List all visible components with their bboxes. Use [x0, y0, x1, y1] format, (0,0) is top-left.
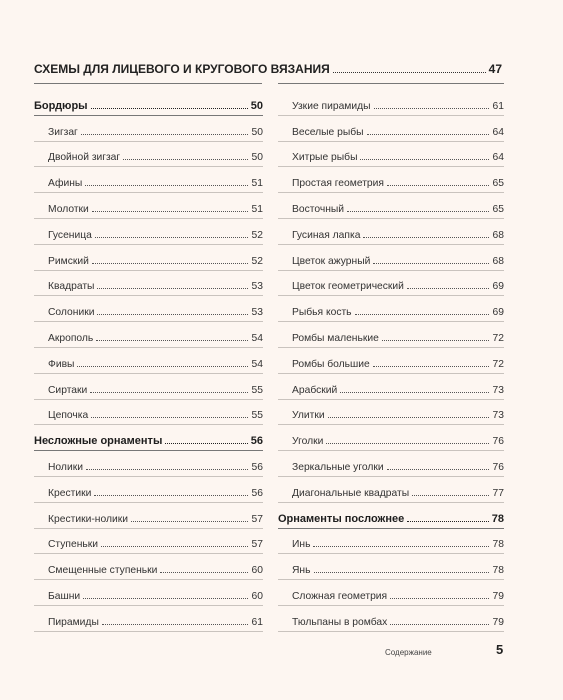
dot-leader: [92, 262, 248, 264]
toc-entry[interactable]: [34, 142, 263, 168]
toc-entry-page: 78: [491, 512, 504, 525]
toc-entry[interactable]: [278, 606, 504, 632]
toc-section-entry[interactable]: [34, 425, 263, 451]
toc-entry-title: Цветок геометрический: [292, 281, 404, 293]
toc-entry-page: 61: [251, 616, 263, 628]
toc-entry-title: Зигзаг: [48, 126, 78, 138]
toc-entry-title: Арабский: [292, 384, 338, 396]
toc-entry[interactable]: [34, 348, 263, 374]
toc-entry-page: 72: [492, 332, 504, 344]
toc-entry[interactable]: [278, 529, 504, 555]
dot-leader: [373, 365, 489, 367]
dot-leader: [91, 107, 248, 109]
toc-entry[interactable]: [278, 554, 504, 580]
toc-entry-page: 64: [492, 152, 504, 164]
toc-entry-title: Диагональные квадраты: [292, 487, 410, 499]
toc-entry-title: Гусеница: [48, 229, 92, 241]
dot-leader: [326, 442, 489, 444]
toc-entry-title: Ступеньки: [48, 539, 99, 551]
toc-entry[interactable]: [278, 451, 504, 477]
toc-entry-title: Уголки: [292, 436, 324, 448]
toc-entry-title: Цепочка: [48, 410, 89, 422]
dot-leader: [374, 107, 489, 109]
toc-entry-page: 53: [251, 281, 263, 293]
toc-entry-page: 79: [492, 590, 504, 602]
toc-entry-title: Двойной зигзаг: [48, 152, 121, 164]
dot-leader: [102, 623, 248, 625]
dot-leader: [81, 133, 248, 135]
toc-entry[interactable]: [278, 167, 504, 193]
toc-entry-page: 69: [492, 281, 504, 293]
toc-entry-title: Простая геометрия: [292, 178, 384, 190]
toc-entry-title: Хитрые рыбы: [292, 152, 358, 164]
dot-leader: [97, 313, 248, 315]
toc-entry-page: 73: [492, 384, 504, 396]
toc-entry-title: Солоники: [48, 307, 95, 319]
dot-leader: [101, 545, 248, 547]
toc-entry-title: Зеркальные уголки: [292, 461, 384, 473]
toc-entry-page: 60: [251, 590, 263, 602]
toc-entry[interactable]: [278, 322, 504, 348]
toc-entry-page: 61: [492, 100, 504, 112]
dot-leader: [390, 623, 489, 625]
toc-entry-title: Гусиная лапка: [292, 229, 361, 241]
toc-entry-page: 57: [251, 539, 263, 551]
chapter-title: СХЕМЫ ДЛЯ ЛИЦЕВОГО И КРУГОВОГО ВЯЗАНИЯ: [34, 62, 330, 76]
toc-entry[interactable]: [34, 219, 263, 245]
toc-entry[interactable]: [34, 167, 263, 193]
dot-leader: [373, 262, 489, 264]
toc-entry-page: 64: [492, 126, 504, 138]
toc-entry-page: 54: [251, 332, 263, 344]
toc-entry-page: 56: [251, 487, 263, 499]
toc-entry-page: 55: [251, 410, 263, 422]
toc-column-right: [278, 90, 504, 632]
dot-leader: [347, 210, 489, 212]
toc-entry-title: Улитки: [292, 410, 325, 422]
toc-entry-page: 54: [251, 358, 263, 370]
toc-entry-title: Инь: [292, 539, 311, 551]
toc-entry-page: 78: [492, 539, 504, 551]
toc-entry-title: Акрополь: [48, 332, 94, 344]
dot-leader: [360, 158, 489, 160]
toc-entry[interactable]: [278, 142, 504, 168]
chapter-heading[interactable]: [34, 58, 502, 76]
dot-leader: [94, 494, 248, 496]
toc-entry-page: 56: [250, 435, 263, 448]
dot-leader: [95, 236, 248, 238]
toc-entry-page: 53: [251, 307, 263, 319]
dot-leader: [387, 468, 489, 470]
dot-leader: [407, 520, 489, 522]
dot-leader: [314, 571, 490, 573]
toc-entry[interactable]: [34, 400, 263, 426]
toc-entry[interactable]: [34, 296, 263, 322]
toc-entry-title: Узкие пирамиды: [292, 100, 371, 112]
column-top-rule-left: [34, 83, 262, 84]
toc-entry-page: 68: [492, 229, 504, 241]
toc-entry[interactable]: [34, 374, 263, 400]
toc-entry[interactable]: [278, 219, 504, 245]
toc-entry[interactable]: [278, 348, 504, 374]
dot-leader: [382, 339, 489, 341]
dot-leader: [340, 391, 489, 393]
toc-entry[interactable]: [278, 271, 504, 297]
toc-entry-title: Пирамиды: [48, 616, 99, 628]
toc-entry-title: Фивы: [48, 358, 75, 370]
dot-leader: [160, 571, 248, 573]
toc-entry-page: 69: [492, 307, 504, 319]
toc-entry-page: 68: [492, 255, 504, 267]
toc-entry[interactable]: [278, 580, 504, 606]
toc-entry-title: Римский: [48, 255, 89, 267]
toc-entry[interactable]: [278, 400, 504, 426]
toc-entry-title: Крестики-нолики: [48, 513, 128, 525]
toc-entry-page: 79: [492, 616, 504, 628]
toc-entry-title: Восточный: [292, 203, 345, 215]
toc-entry[interactable]: [278, 245, 504, 271]
dot-leader: [390, 597, 489, 599]
toc-entry-title: Ромбы большие: [292, 358, 370, 370]
dot-leader: [328, 416, 489, 418]
toc-entry-title: Веселые рыбы: [292, 126, 364, 138]
toc-entry[interactable]: [34, 554, 263, 580]
dot-leader: [355, 313, 489, 315]
toc-entry-title: Несложные орнаменты: [34, 435, 163, 448]
dot-leader: [92, 210, 248, 212]
chapter-page: 47: [488, 62, 502, 76]
dot-leader: [165, 442, 247, 444]
toc-entry-title: Цветок ажурный: [292, 255, 371, 267]
dot-leader: [91, 416, 248, 418]
dot-leader: [363, 236, 489, 238]
toc-entry[interactable]: [34, 245, 263, 271]
dot-leader: [367, 133, 489, 135]
toc-entry-title: Янь: [292, 565, 311, 577]
dot-leader: [77, 365, 248, 367]
page-number: 5: [496, 642, 504, 657]
toc-entry[interactable]: [34, 503, 263, 529]
toc-entry-page: 73: [492, 410, 504, 422]
toc-entry-title: Молотки: [48, 203, 89, 215]
toc-entry[interactable]: [34, 193, 263, 219]
toc-entry-page: 50: [251, 126, 263, 138]
column-top-rule-right: [278, 83, 504, 84]
toc-entry[interactable]: [34, 322, 263, 348]
toc-entry[interactable]: [34, 451, 263, 477]
toc-entry[interactable]: [34, 271, 263, 297]
toc-entry-page: 78: [492, 565, 504, 577]
toc-entry[interactable]: [278, 374, 504, 400]
dot-leader: [90, 391, 248, 393]
toc-entry-title: Сложная геометрия: [292, 590, 388, 602]
toc-entry[interactable]: [278, 116, 504, 142]
dot-leader: [97, 287, 248, 289]
toc-entry[interactable]: [278, 193, 504, 219]
toc-entry-page: 57: [251, 513, 263, 525]
toc-entry-page: 51: [251, 178, 263, 190]
toc-entry-title: Бордюры: [34, 99, 88, 112]
dot-leader: [313, 545, 489, 547]
dot-leader: [412, 494, 489, 496]
dot-leader: [83, 597, 248, 599]
toc-entry-title: Смещенные ступеньки: [48, 565, 158, 577]
toc-entry[interactable]: [34, 116, 263, 142]
toc-entry-page: 77: [492, 487, 504, 499]
toc-entry-page: 52: [251, 229, 263, 241]
toc-entry[interactable]: [278, 425, 504, 451]
dot-leader: [86, 468, 248, 470]
toc-entry[interactable]: [278, 477, 504, 503]
toc-entry-page: 65: [492, 203, 504, 215]
toc-entry-title: Нолики: [48, 461, 83, 473]
toc-entry-title: Рыбья кость: [292, 307, 352, 319]
toc-entry-page: 52: [251, 255, 263, 267]
toc-section-entry[interactable]: [278, 503, 504, 529]
dot-leader: [387, 184, 489, 186]
toc-entry[interactable]: [34, 477, 263, 503]
toc-entry-title: Ромбы маленькие: [292, 332, 379, 344]
toc-column-left: [34, 90, 263, 632]
dot-leader: [96, 339, 248, 341]
footer-section-label: Содержание: [385, 648, 432, 657]
toc-entry-page: 51: [251, 203, 263, 215]
toc-entry-page: 50: [251, 152, 263, 164]
dot-leader: [85, 184, 248, 186]
toc-entry-title: Афины: [48, 178, 83, 190]
toc-entry[interactable]: [34, 580, 263, 606]
toc-entry-title: Орнаменты посложнее: [278, 512, 405, 525]
toc-entry-page: 56: [251, 461, 263, 473]
toc-entry-title: Квадраты: [48, 281, 95, 293]
toc-entry-title: Сиртаки: [48, 384, 88, 396]
toc-entry-page: 76: [492, 436, 504, 448]
toc-entry-title: Башни: [48, 590, 81, 602]
toc-entry-page: 60: [251, 565, 263, 577]
dot-leader: [123, 158, 248, 160]
toc-entry[interactable]: [34, 606, 263, 632]
toc-entry-page: 55: [251, 384, 263, 396]
toc-entry-title: Тюльпаны в ромбах: [292, 616, 388, 628]
dot-leader: [131, 520, 248, 522]
dot-leader: [333, 71, 486, 73]
toc-entry[interactable]: [278, 296, 504, 322]
toc-entry[interactable]: [34, 529, 263, 555]
toc-entry-page: 76: [492, 461, 504, 473]
toc-entry-page: 72: [492, 358, 504, 370]
dot-leader: [407, 287, 489, 289]
toc-entry-title: Крестики: [48, 487, 92, 499]
toc-entry[interactable]: [278, 90, 504, 116]
toc-entry-page: 65: [492, 178, 504, 190]
toc-entry-page: 50: [250, 99, 263, 112]
toc-section-entry[interactable]: [34, 90, 263, 116]
